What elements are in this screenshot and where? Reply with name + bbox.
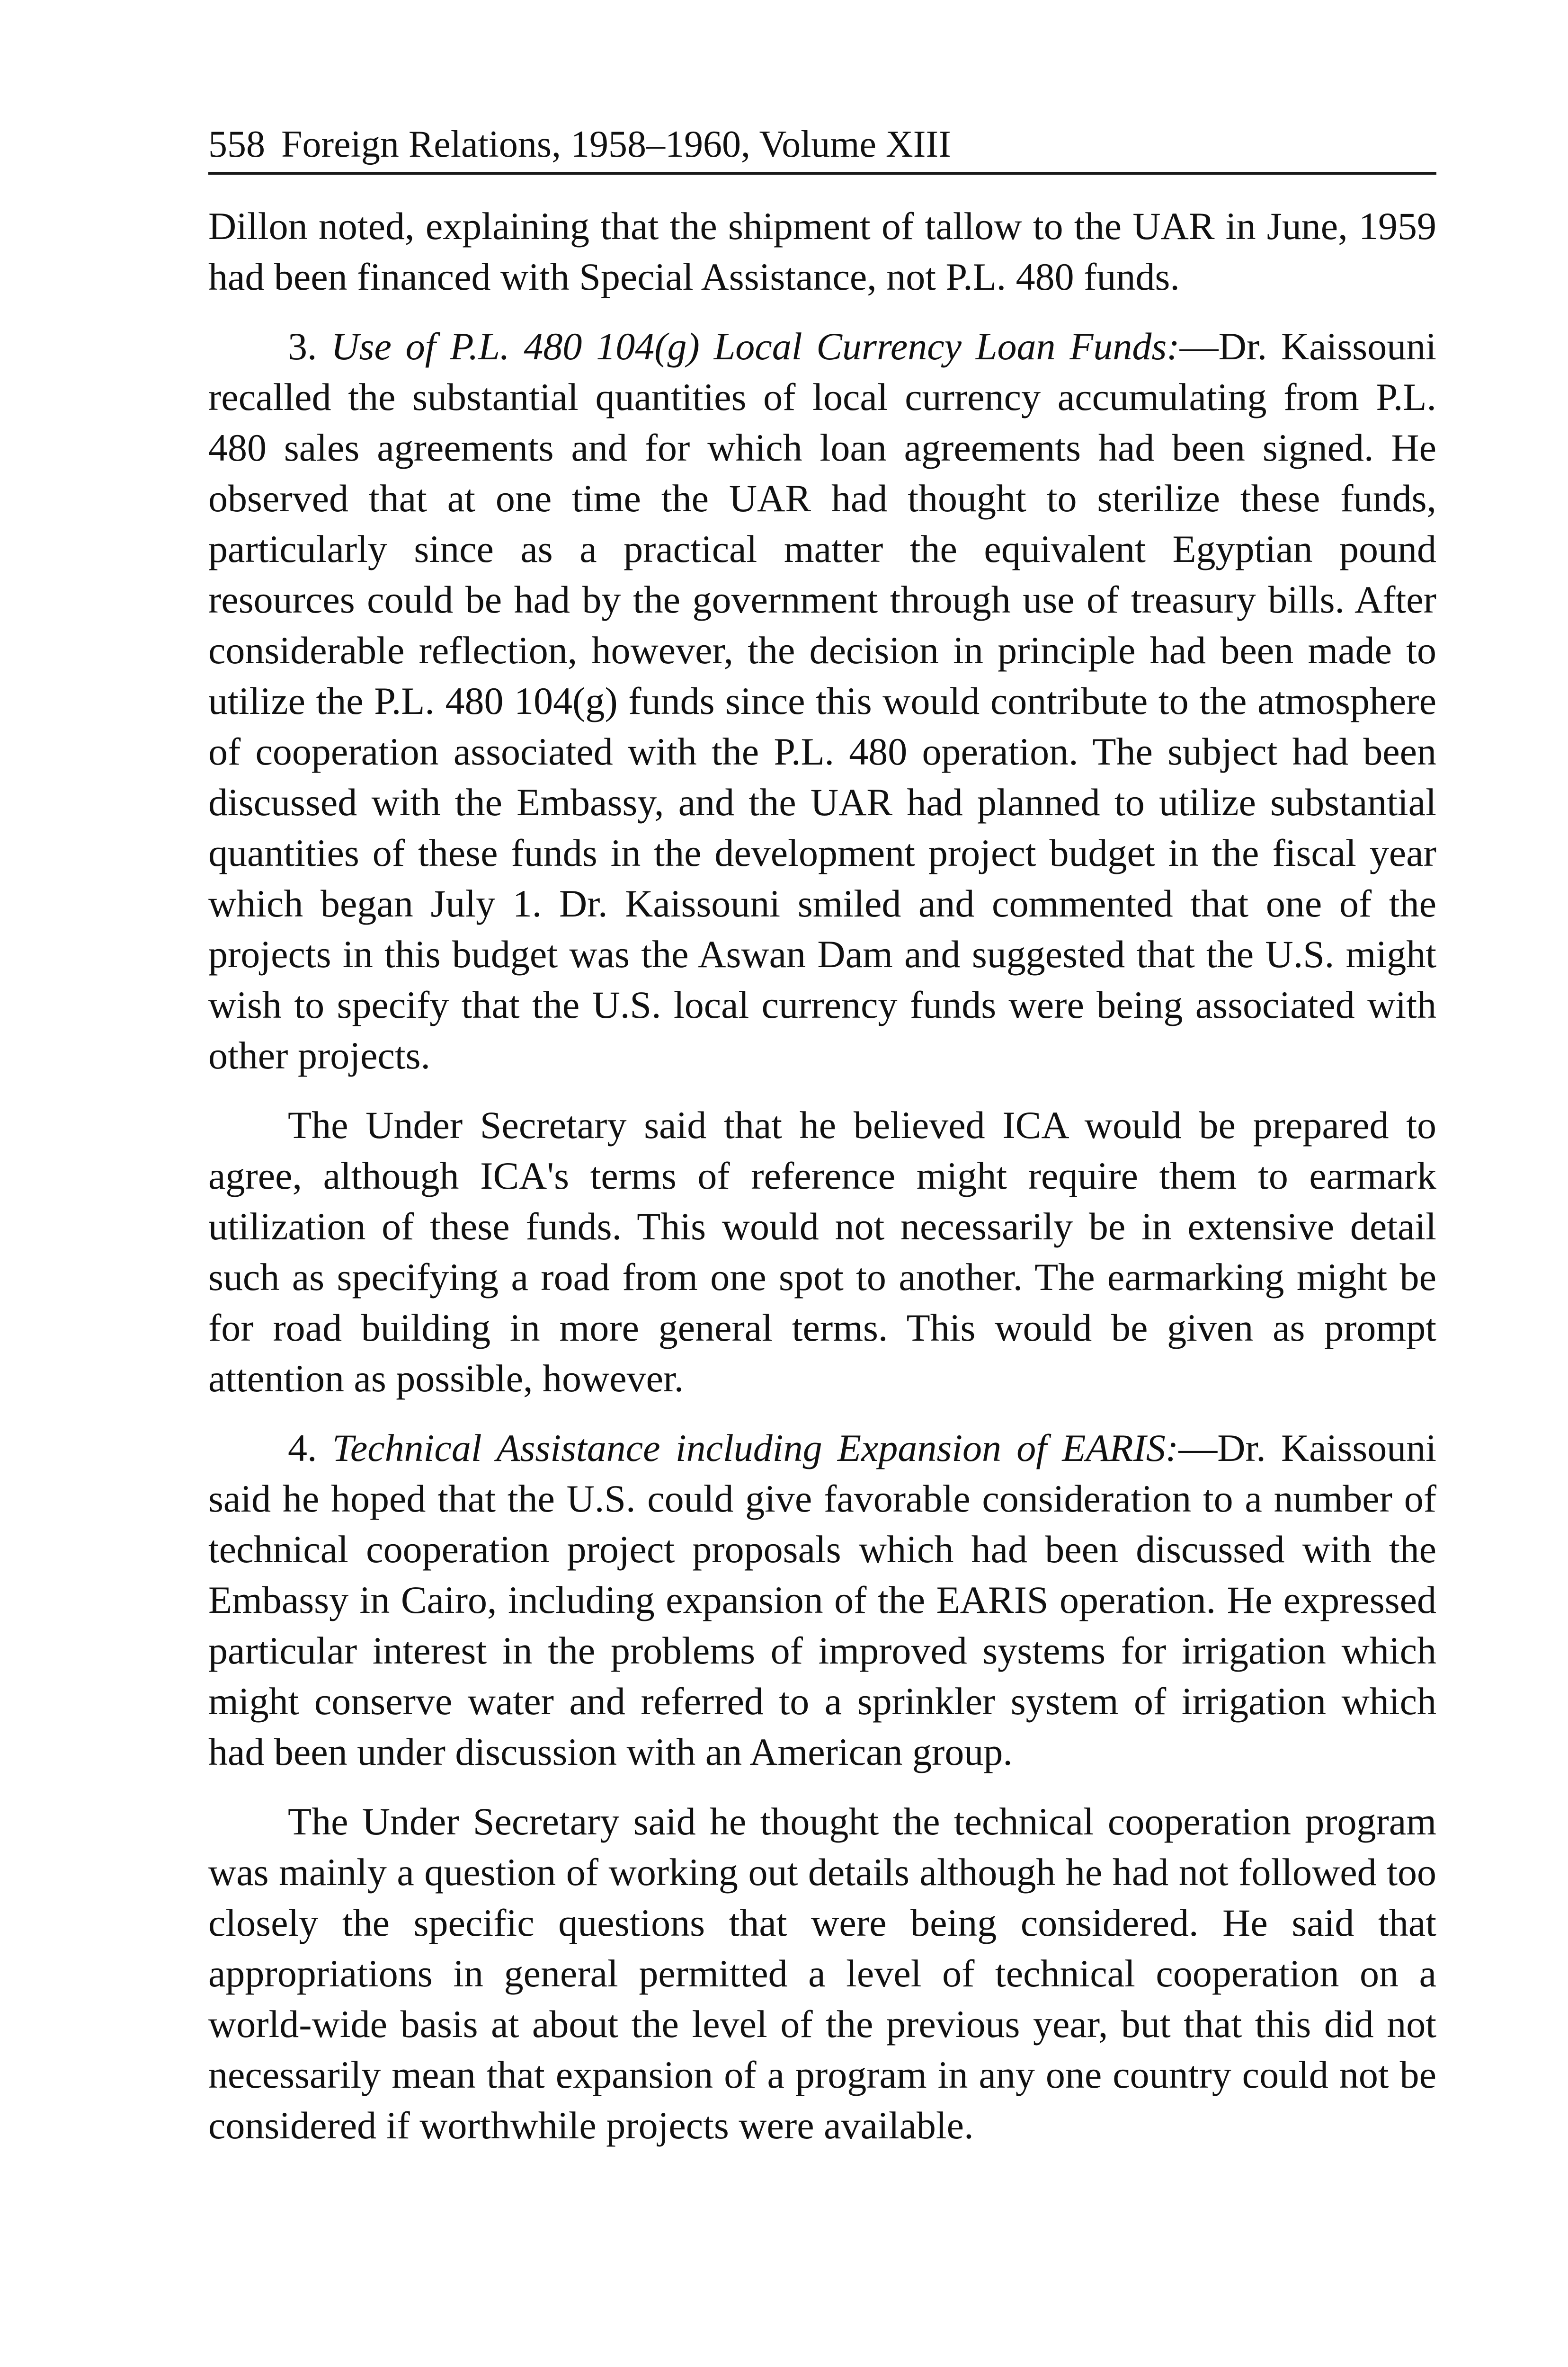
paragraph-item-3 bbox=[208, 321, 1436, 1081]
page-number: 558 bbox=[208, 124, 265, 165]
paragraph-under-secretary-1 bbox=[208, 1100, 1436, 1404]
item-number: 4. bbox=[288, 1426, 317, 1469]
document-page bbox=[208, 121, 1436, 2170]
item-heading: Technical Assistance including Expansion of EARIS: bbox=[332, 1426, 1179, 1469]
running-head bbox=[208, 121, 1436, 175]
body-text bbox=[208, 201, 1436, 2151]
paragraph-text: —Dr. Kaissouni recalled the substantial quantities of local currency accumulating from P.L. 480 sales agreements and for which loan agreements had been signed. He observed that at one time the UAR had thought to sterilize these funds, particularly since as a practical matter the equivalent Egyptian pound resources could be had by the government through use of treasury bills. After considerable reflection, however, the decision in principle had been made to utilize the P.L. 480 104(g) funds since this would contribute to the atmosphere of cooperation associated with the P.L. 480 operation. The subject had been discussed with the Embassy, and the UAR had planned to utilize substantial quantities of these funds in the development project budget in the fiscal year which began July 1. Dr. Kaissouni smiled and commented that one of the projects in this budget was the Aswan Dam and suggested that the U.S. might wish to specify that the U.S. local currency funds were being associated with other projects. bbox=[208, 325, 1436, 1077]
item-number: 3. bbox=[288, 325, 317, 368]
paragraph-text: The Under Secretary said he thought the technical cooperation program was mainly a question of working out details although he had not followed too closely the specific questions that were being considered. He said that appropriations in general permitted a level of technical cooperation on a world-wide basis at about the level of the previous year, but that this did not necessarily mean that expansion of a program in any one country could not be considered if worthwhile projects were available. bbox=[208, 1800, 1436, 2147]
paragraph-continuation bbox=[208, 201, 1436, 302]
paragraph-text: —Dr. Kaissouni said he hoped that the U.S. could give favorable consideration to a number of technical cooperation project proposals which had been discussed with the Embassy in Cairo, including expansion of the EARIS operation. He expressed particular interest in the problems of improved systems for irrigation which might conserve water and referred to a sprinkler system of irrigation which had been under discussion with an American group. bbox=[208, 1426, 1437, 1773]
paragraph-under-secretary-2 bbox=[208, 1796, 1436, 2151]
paragraph-text: The Under Secretary said that he believed ICA would be prepared to agree, although ICA's terms of reference might require them to earmark utilization of these funds. This would not necessarily be in extensive detail such as specifying a road from one spot to another. The earmarking might be for road building in more general terms. This would be given as prompt attention as possible, however. bbox=[208, 1103, 1436, 1400]
volume-title: Foreign Relations, 1958–1960, Volume XIII bbox=[281, 124, 951, 165]
item-heading: Use of P.L. 480 104(g) Local Currency Loan Funds: bbox=[331, 325, 1180, 368]
paragraph-text: Dillon noted, explaining that the shipment of tallow to the UAR in June, 1959 had been financed with Special Assistance, not P.L. 480 funds. bbox=[208, 205, 1436, 298]
paragraph-item-4 bbox=[208, 1423, 1436, 1777]
